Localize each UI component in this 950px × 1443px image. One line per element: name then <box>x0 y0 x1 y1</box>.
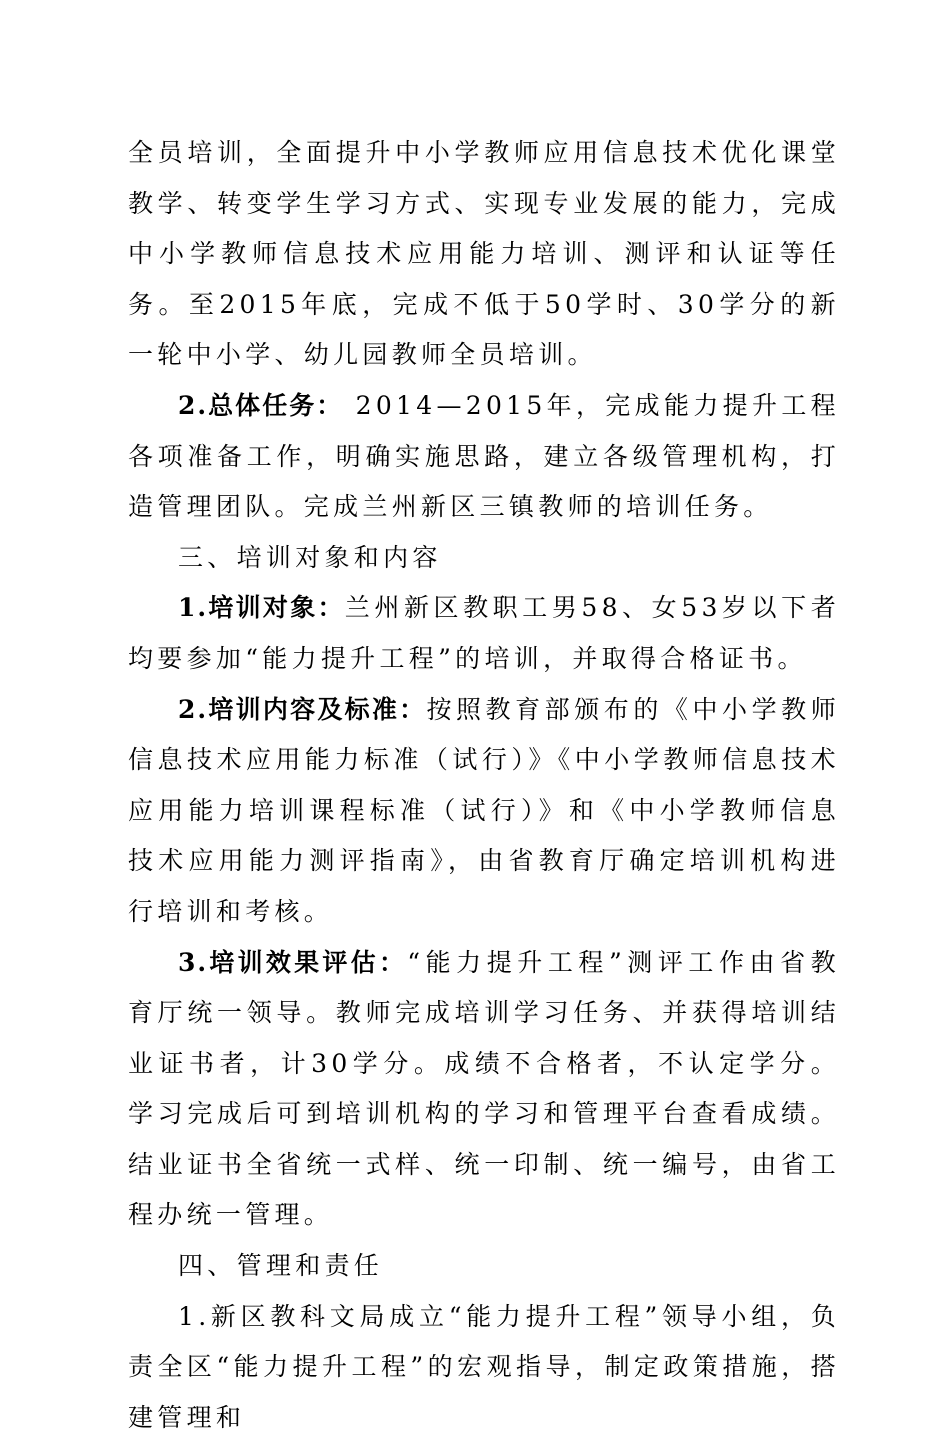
paragraph-overall-task <box>128 381 840 533</box>
section-heading-text: 三、培训对象和内容 <box>178 542 442 572</box>
paragraph-training-content <box>128 685 840 938</box>
paragraph-text: 2014—2015年，完成能力提升工程各项准备工作，明确实施思路，建立各级管理机构，打造管理团队。完成兰州新区三镇教师的培训任务。 <box>128 390 840 522</box>
paragraph-heading: 2.培训内容及标准： <box>178 694 427 724</box>
paragraph-management-item-1 <box>128 1292 840 1443</box>
paragraph-heading: 3.培训效果评估： <box>178 947 408 977</box>
paragraph-text: 1.新区教科文局成立“能力提升工程”领导小组，负责全区“能力提升工程”的宏观指导，制定政策措施，搭建管理和 <box>128 1301 840 1432</box>
paragraph-heading: 2.总体任务： <box>178 390 344 420</box>
document-body <box>128 128 840 1443</box>
paragraph-text: 兰州新区教职工男58、女53岁以下者均要参加“能力提升工程”的培训，并取得合格证书。 <box>128 593 840 673</box>
paragraph-training-targets <box>128 583 840 684</box>
paragraph-text: “能力提升工程”测评工作由省教育厅统一领导。教师完成培训学习任务、并获得培训结业证书者，计30学分。成绩不合格者，不认定学分。学习完成后可到培训机构的学习和管理平台查看成绩。结业证书全省统一式样、统一印制、统一编号，由省工程办统一管理。 <box>128 947 840 1230</box>
paragraph-text: 按照教育部颁布的《中小学教师信息技术应用能力标准（试行）》《中小学教师信息技术应用能力培训课程标准（试行）》和《中小学教师信息技术应用能力测评指南》，由省教育厅确定培训机构进行培训和考核。 <box>128 694 840 926</box>
paragraph-training-evaluation <box>128 938 840 1242</box>
paragraph-training-goal-continued <box>128 128 840 381</box>
section-heading-management <box>128 1241 840 1292</box>
section-heading-text: 四、管理和责任 <box>178 1251 384 1281</box>
paragraph-heading: 1.培训对象： <box>178 593 345 623</box>
paragraph-text: 全员培训，全面提升中小学教师应用信息技术优化课堂教学、转变学生学习方式、实现专业发展的能力，完成中小学教师信息技术应用能力培训、测评和认证等任务。至2015年底，完成不低于50学时、30学分的新一轮中小学、幼儿园教师全员培训。 <box>128 138 840 370</box>
section-heading-training-targets <box>128 533 840 584</box>
